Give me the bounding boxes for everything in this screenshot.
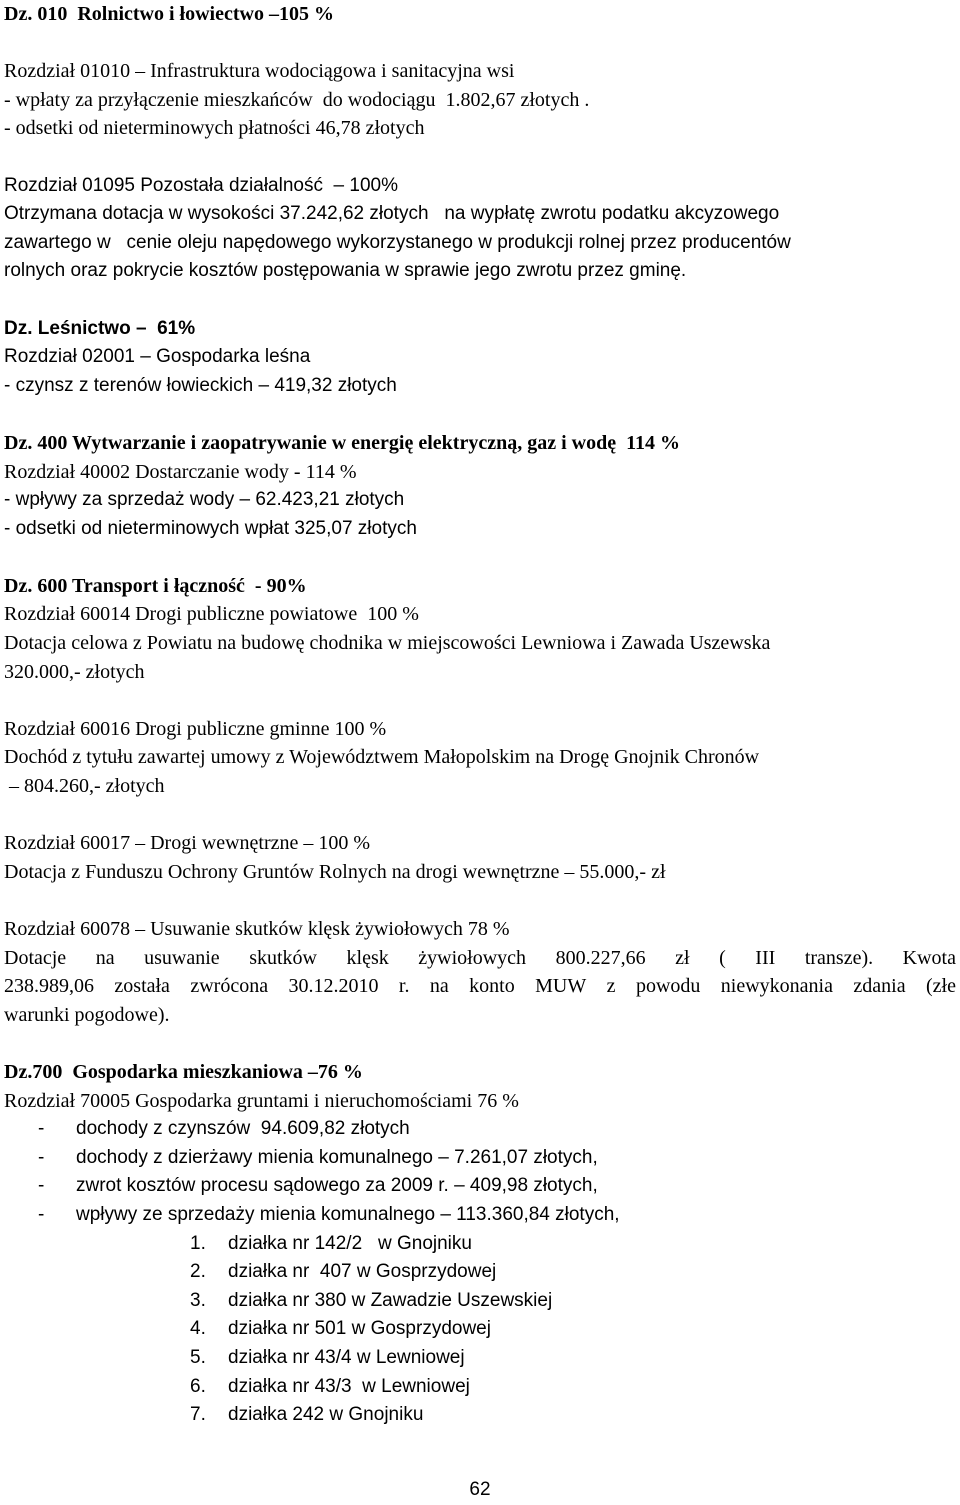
word: żywiołowych (418, 946, 527, 969)
list-item (4, 1115, 956, 1144)
klesk-line-1 (4, 944, 956, 973)
word: na (429, 975, 449, 998)
item-number: 3. (190, 1289, 206, 1311)
word: (złe (925, 975, 956, 998)
item-text: działka nr 501 w Gosprzydowej (228, 1318, 491, 1340)
section-heading-010: Dz. 010 Rolnictwo i łowiectwo –105 % (4, 3, 334, 25)
dotacja-line-1: Otrzymana dotacja w wysokości 37.242,62 złotych na wypłatę zwrotu podatku akcyzowego (4, 203, 780, 225)
chapter-01095: Rozdział 01095 Pozostała działalność – 100% (4, 174, 398, 196)
word: Dotacje (4, 946, 67, 969)
word: zł (675, 946, 690, 969)
line-kwota-320: 320.000,- złotych (4, 660, 145, 683)
page-number: 62 (469, 1479, 491, 1500)
item-text: działka 242 w Gnojniku (228, 1404, 424, 1426)
list-item-text: dochody z czynszów 94.609,82 złotych (76, 1118, 410, 1140)
numbered-item (4, 1315, 956, 1344)
list-item (4, 1172, 956, 1201)
line-fundusz: Dotacja z Funduszu Ochrony Gruntów Rolnych na drogi wewnętrzne – 55.000,- zł (4, 860, 666, 883)
line-dotacja-celowa: Dotacja celowa z Powiatu na budowę chodnika w miejscowości Lewniowa i Zawada Uszewska (4, 632, 771, 655)
list-item-text: dochody z dzierżawy mienia komunalnego – 7.261,07 złotych, (76, 1146, 598, 1168)
section-heading-020 (4, 315, 956, 344)
item-text: działka nr 43/4 w Lewniowej (228, 1346, 465, 1368)
word: na (95, 946, 115, 969)
line-czynsz: - czynsz z terenów łowieckich – 419,32 złotych (4, 374, 397, 396)
item-text: działka nr 407 w Gosprzydowej (228, 1261, 497, 1283)
section-heading-600: Dz. 600 Transport i łączność - 90% (4, 574, 307, 597)
numbered-item (4, 1230, 956, 1259)
klesk-line-2 (4, 972, 956, 1001)
word: usuwanie (144, 946, 220, 969)
line-wplaty: - wpłaty za przyłączenie mieszkańców do wodociągu 1.802,67 złotych . (4, 88, 590, 111)
item-number: 5. (190, 1346, 206, 1368)
chapter-60078: Rozdział 60078 – Usuwanie skutków klęsk żywiołowych 78 % (4, 918, 510, 940)
chapter-40002: Rozdział 40002 Dostarczanie wody - 114 % (4, 460, 357, 483)
word: zwrócona (190, 975, 269, 998)
line-odsetki-400: - odsetki od nieterminowych wpłat 325,07 złotych (4, 517, 417, 539)
item-number: 1. (190, 1232, 206, 1254)
item-number: 4. (190, 1318, 206, 1340)
item-text: działka nr 142/2 w Gnojniku (228, 1232, 472, 1254)
section-heading-400: Dz. 400 Wytwarzanie i zaopatrywanie w energię elektryczną, gaz i wodę 114 % (4, 431, 680, 454)
word: III (755, 946, 776, 969)
word: 800.227,66 (555, 946, 646, 969)
list-item (4, 1144, 956, 1173)
item-text: działka nr 43/3 w Lewniowej (228, 1375, 470, 1397)
word: zdania (853, 975, 906, 998)
numbered-item (4, 1287, 956, 1316)
item-text: działka nr 380 w Zawadzie Uszewskiej (228, 1289, 553, 1311)
word: klęsk (346, 946, 389, 969)
bullet-dash: - (38, 1146, 45, 1168)
item-number: 7. (190, 1404, 206, 1426)
list-item-text: wpływy ze sprzedaży mienia komunalnego – 113.360,84 złotych, (76, 1203, 620, 1225)
chapter-60016: Rozdział 60016 Drogi publiczne gminne 100 % (4, 717, 387, 740)
chapter-70005: Rozdział 70005 Gospodarka gruntami i nieruchomościami 76 % (4, 1089, 519, 1112)
bullet-dash: - (38, 1203, 45, 1225)
word: niewykonania (720, 975, 833, 998)
numbered-item (4, 1373, 956, 1402)
line-dochod: Dochód z tytułu zawartej umowy z Województwem Małopolskim na Drogę Gnojnik Chronów (4, 746, 760, 769)
word: powodu (635, 975, 701, 998)
word: została (114, 975, 170, 998)
word: z (606, 975, 616, 998)
word: Kwota (902, 946, 956, 969)
klesk-line-3: warunki pogodowe). (4, 1003, 170, 1026)
word: transze). (804, 946, 874, 969)
numbered-item (4, 1344, 956, 1373)
word: MUW (535, 975, 587, 998)
numbered-item (4, 1258, 956, 1287)
heading-rest: Leśnictwo – 61% (32, 317, 196, 339)
word: ( (719, 946, 726, 969)
document-page (4, 0, 956, 1430)
chapter-60017: Rozdział 60017 – Drogi wewnętrzne – 100 % (4, 832, 371, 855)
dotacja-line-2: zawartego w cenie oleju napędowego wykorzystanego w produkcji rolnej przez producentów (4, 231, 791, 253)
line-kwota-804: – 804.260,- złotych (4, 775, 165, 798)
bullet-dash: - (38, 1118, 45, 1140)
word: 238.989,06 (4, 975, 94, 998)
item-number: 2. (190, 1261, 206, 1283)
chapter-01010: Rozdział 01010 – Infrastruktura wodociągowa i sanitacyjna wsi (4, 60, 515, 83)
heading-prefix: Dz. (4, 317, 33, 339)
numbered-item (4, 1401, 956, 1430)
word: konto (469, 975, 515, 998)
dotacja-line-3: rolnych oraz pokrycie kosztów postępowania w sprawie jego zwrotu przez gminę. (4, 260, 687, 282)
word: skutków (249, 946, 318, 969)
word: 30.12.2010 (288, 975, 379, 998)
word: r. (398, 975, 410, 998)
line-odsetki-01010: - odsetki od nieterminowych płatności 46,78 złotych (4, 117, 425, 140)
line-wplywy-woda: - wpływy za sprzedaż wody – 62.423,21 złotych (4, 489, 405, 511)
list-item-text: zwrot kosztów procesu sądowego za 2009 r. – 409,98 złotych, (76, 1175, 598, 1197)
list-item (4, 1201, 956, 1230)
item-number: 6. (190, 1375, 206, 1397)
chapter-60014: Rozdział 60014 Drogi publiczne powiatowe 100 % (4, 603, 419, 626)
bullet-dash: - (38, 1175, 45, 1197)
chapter-02001: Rozdział 02001 – Gospodarka leśna (4, 346, 311, 368)
section-heading-700: Dz.700 Gospodarka mieszkaniowa –76 % (4, 1060, 363, 1083)
